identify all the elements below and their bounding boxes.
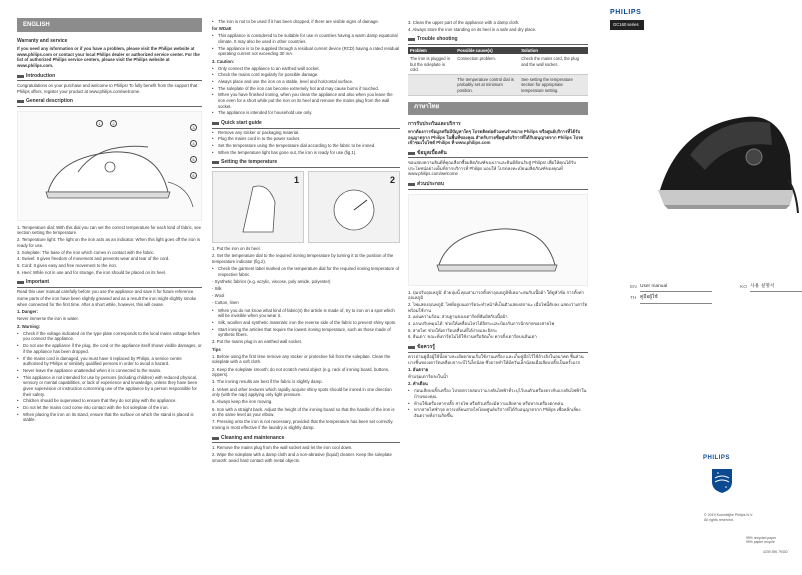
- setting-item: 2. Set the temperature dial to the required ironing temperature by turning it to the position of the temperature indicator (fig.2).: [212, 253, 394, 264]
- general-description-title: General description: [17, 98, 202, 107]
- column-1: [17, 0, 202, 424]
- desc-item: 6. Heel: While not in use and for storage, the iron should be placed on its heel.: [17, 269, 167, 275]
- danger-title: 1. Danger:: [17, 309, 39, 315]
- warning-title: 2. Warning:: [17, 323, 41, 329]
- philips-shield-icon: [711, 468, 733, 494]
- table-header: Solution: [519, 47, 588, 55]
- product-iron-image: [650, 95, 800, 225]
- wde-title: for WDaE: [212, 26, 232, 32]
- quick-start-title: Quick start guide: [212, 120, 400, 129]
- thai-desc-list: 1. ปุ่มปรับอุณหภูมิ: ด้วยปุ่มนี้ คุณสามารถตั้งค่าอุณหภูมิที่เหมาะสมกับเนื้อผ้า ให้ดูหัวข้อ การตั้งค่าอุณหภูมิ 2. ไฟแสดงอุณหภูมิ: ไฟที่อยู่บนเตารีดจะทำหน้าที่เป็นตัวแสดงสถานะ เมื่อไฟนี้ดับลง แสดงว่าเตารีดพร้อมใช้งาน 3. แผ่นความร้อน: ส่วนฐานของเตารีดที่สัมผัสกับเนื้อผ้า 4. แกนปรับหมุนได้: ช่วยให้เคลื่อนไหวได้อิสระและป้องกันการฉีกขาดของสายไฟ 5. สายไฟ: ช่วยให้เตารีดเคลื่อนที่ได้ง่ายและอิสระ 6. ส้นเตา: ขณะที่เตารีดไม่ได้ใช้งานหรือจัดเก็บ ควรตั้งเตารีดบนส้นเตา: [408, 289, 588, 340]
- column-3: [408, 18, 588, 420]
- tip-item: 3. The ironing results are best if the fabric is slightly damp.: [212, 379, 323, 385]
- thai-warning-title: 2. คำเตือน: [408, 381, 428, 387]
- copyright: © 2019 Koninklijke Philips N.V. All rights reserved.: [704, 513, 754, 522]
- thai-intro-title: ข้อมูลเบื้องต้น: [408, 150, 588, 159]
- setting-item: • Start ironing the articles that require the lowest ironing temperature, such as those made of synthetic fibers.: [212, 327, 400, 338]
- table-row: The iron is plugged in but the soleplate is cold. Connection problem. Check the mains cord, the plug and the wall socket.: [408, 54, 588, 74]
- troubleshooting-title: Trouble shooting: [408, 36, 588, 45]
- warning-item: • The iron is not to be used if it has been dropped, if there are visible signs of damage.: [212, 19, 400, 25]
- warning-item: • Do not let the mains cord come into contact with the hot soleplate of the iron.: [17, 405, 202, 411]
- troubleshooting-table: [408, 47, 588, 96]
- iron-on-heel-icon: [213, 172, 303, 242]
- step-figure-1: [212, 171, 304, 243]
- fabric-item: - Wool: [212, 293, 225, 299]
- setting-item: • Check the garment label marked on the temperature dial for the required ironing temperature of respective fabric: [212, 266, 400, 277]
- quick-start-item: • Remove any sticker or packaging material.: [212, 130, 400, 136]
- tip-item: 1. Before using the first time remove any sticker or protective foil from the soleplate. Clean the soleplate with a soft cloth.: [212, 353, 391, 365]
- thai-iron-diagram: [408, 194, 588, 286]
- important-p1: Read this user manual carefully before you use the appliance and save it for future reference.: [17, 289, 195, 295]
- warning-item: • Never leave the appliance unattended when it is connected to the mains.: [17, 368, 202, 374]
- warning-item: • If the mains cord is damaged, you must have it replaced by Philips, a service centre authorised by Philips or similarly qualified persons in order to avoid a hazard.: [17, 356, 202, 367]
- quick-start-item: • When the temperature light has gone out, the iron is ready for use (fig.1).: [212, 150, 400, 156]
- desc-item: 3. Soleplate: The base of the iron which comes in contact with the fabric.: [17, 249, 155, 255]
- general-description-list: [17, 225, 202, 275]
- cleaning-title: Cleaning and maintenance: [212, 435, 400, 444]
- caution-item: • The appliance is intended for household use only.: [212, 110, 400, 116]
- fabric-item: - Synthetic fabrics (e.g. acrylic, viscose, poly amide, polyester): [212, 278, 331, 284]
- step-number: 2: [389, 174, 395, 185]
- desc-item: 4. Swivel: It gives freedom of movement and prevents wear and tear of the cord.: [17, 256, 170, 262]
- warranty-title: Warranty and service: [17, 38, 68, 44]
- language-header-english: ENGLISH: [17, 18, 202, 32]
- cleaning-item: 1. Remove the mains plug from the wall socket and let the iron cool down.: [212, 444, 353, 450]
- step-number: 1: [293, 174, 299, 185]
- tip-item: 4. Velvet and other textures which rapidly acquire shiny spots should be ironed in one direction only (with the nap) applying only light pressure.: [212, 386, 392, 398]
- thai-danger-body: ห้ามจุ่มเตารีดลงในน้ำ: [408, 374, 449, 380]
- setting-item: • When you do not know what kind of fabric(s) the article is made of, try to iron on a spot which will be invisible when you wear it.: [212, 308, 400, 319]
- manual-row-en: EN User manual: [630, 284, 802, 292]
- setting-temp-list: [212, 246, 400, 345]
- caution-title: 3. Caution:: [212, 58, 235, 64]
- intro-body: Congratulations on your purchase and welcome to Philips! To fully benefit from the support that Philips offers, register your product at www.philips.com/welcome.: [17, 82, 198, 94]
- caution-item: • The soleplate of the iron can become extremely hot and may cause burns if touched.: [212, 86, 400, 92]
- wde-item: • This appliance is considered to be suitable for use in countries having a warm damp equatorial climate. It may also be used in other countries.: [212, 33, 400, 44]
- caution-item: • Check the mains cord regularly for possible damage.: [212, 72, 400, 78]
- thai-important-title: ข้อควรรู้: [408, 344, 588, 353]
- caution-item: • Only connect the appliance to an earthed wall socket.: [212, 66, 400, 72]
- desc-item: 2. Temperature light: The light on the iron acts as an indicator. When this light goes off the iron is ready for use.: [17, 237, 200, 248]
- setting-temp-figures: [212, 171, 400, 243]
- setting-item: • Silk, woollen and synthetic materials: iron the reverse side of the fabric to prevent shiny spots.: [212, 320, 400, 326]
- temperature-dial-icon: [309, 172, 399, 242]
- philips-logo: PHILIPS: [610, 9, 642, 16]
- thai-danger-title: 1. อันตราย: [408, 366, 429, 372]
- brand-box: [610, 8, 648, 30]
- wde-item: • The appliance is to be supplied through a residual current device (RCD) having a rated residual operating current not exceeding 30 mA.: [212, 46, 400, 57]
- model-tag: GC160 series: [610, 20, 644, 30]
- thai-warranty-body: หากต้องการข้อมูลหรือมีปัญหาใดๆ โปรดติดต่อตัวแทนจำหน่าย Philips หรือศูนย์บริการที่ได้รับอนุญาตจาก Philips ในพื้นที่ของคุณ สำหรับรายชื่อศูนย์บริการที่ได้รับอนุญาตจาก Philips โปรดเข้าชมเว็บไซต์ Philips ที่ www.philips.com: [408, 128, 584, 146]
- warning-item: • Children should be supervised to ensure that they do not play with the appliance.: [17, 398, 202, 404]
- fabric-item: - Cotton, linen: [212, 300, 239, 306]
- callout-2: 2: [110, 120, 117, 127]
- warning-item: • Do not use the appliance if the plug, the cord or the appliance itself shows visible damages, or if the appliance has been dropped.: [17, 343, 202, 354]
- recycled-paper-note: 99% recycled paper 99% papier recyclé: [746, 536, 776, 544]
- manual-languages: [630, 284, 802, 307]
- wde-list: [212, 33, 400, 57]
- quick-start-list: [212, 130, 400, 156]
- cleaning-item: 4. Always store the iron standing on its heel in a safe and dry place.: [408, 26, 537, 32]
- table-header: Possible cause(s): [455, 47, 519, 55]
- cleaning-item: 2. Wipe the soleplate with a damp cloth and a non-abrasive (liquid) cleaner. Keep the soleplate smooth: avoid hard contact with metal objects.: [212, 452, 392, 463]
- language-header-thai: ภาษาไทย: [408, 102, 588, 115]
- iron-diagram: [17, 111, 202, 221]
- tips-title: Tips: [212, 346, 221, 352]
- cover-panel: [598, 0, 798, 575]
- tip-item: 5. Always keep the iron moving.: [212, 399, 273, 405]
- setting-item: 1. Put the iron on its heel.: [212, 245, 261, 251]
- callout-1: 1: [96, 120, 103, 127]
- tip-item: 7. Pressing onto the iron is not necessary, provided that the temperature has been set correctly. Ironing is most effective if the laundry is slightly damp.: [212, 419, 394, 431]
- cleaning-item: 3. Clean the upper part of the appliance with a damp cloth.: [408, 19, 520, 25]
- setting-item: 3. Put the mains plug in an earthed wall socket.: [212, 339, 303, 345]
- fabric-item: - Silk: [212, 285, 222, 291]
- column-2: [212, 18, 400, 465]
- thai-warranty-title: การรับประกันและบริการ: [408, 120, 461, 127]
- warning-item: • When placing the iron on its stand, ensure that the surface on which the stand is placed is stable.: [17, 412, 202, 423]
- important-p2: Some parts of the iron have been slightly greased and as a result the iron might slightly smoke when connected for the first time. After a short while, however, this will cease.: [17, 296, 197, 308]
- desc-item: 1. Temperature dial: With this dial you can set the correct temperature for each kind of fabric, see section setting the temperature.: [17, 224, 202, 236]
- table-header: Problem: [408, 47, 455, 55]
- warranty-body: If you need any information or if you have a problem, please visit the Philips website at www.philips.com or contact your local Philips dealer or authorized service center. For the list of authorized Philips service centers, please visit the Philips website at www.philips.com.: [17, 46, 200, 69]
- thai-intro-body: ขอแสดงความยินดีที่คุณเลือกซื้อผลิตภัณฑ์ของเราและยินดีต้อนรับสู่ Philips! เพื่อให้คุณได้รับประโยชน์อย่างเต็มที่จากบริการที่ Philips มอบให้ โปรดลงทะเบียนผลิตภัณฑ์ของคุณที่ www.philips.com/welcome: [408, 159, 577, 177]
- warning-item: • Check if the voltage indicated on the type plate corresponds to the local mains voltage before you connect the appliance.: [17, 331, 202, 342]
- warning-item: • This appliance is not intended for use by persons (including children) with reduced physical, sensory or mental capabilities, or lack of experience and knowledge, unless they have been given supervision or instruction concerning use of the appliance by a person responsible for their safety.: [17, 375, 202, 398]
- tip-item: 6. Iron with a straight back. Adjust the height of the ironing board so that the handle of the iron is on the same level as your elbow.: [212, 406, 395, 418]
- caution-item: • When you have finished ironing, when you clean the appliance and also when you leave the iron even for a short while put the iron on its heel and remove the mains plug from the wall socket.: [212, 92, 400, 109]
- manual-row-ko: KO 사용 설명서: [740, 284, 802, 292]
- setting-temp-title: Setting the temperature: [212, 159, 400, 168]
- caution-item: • Always place and use the iron on a stable, level and horizontal surface.: [212, 79, 400, 85]
- important-title: Important: [17, 279, 202, 288]
- quick-start-item: • Set the temperature using the temperature dial according to the fabric to be ironed.: [212, 143, 400, 149]
- callout-5: 5: [190, 156, 197, 163]
- callout-4: 4: [190, 140, 197, 147]
- tip-item: 2. Keep the soleplate smooth: do not scratch metal object (e.g. rack of ironing board, buttons, zippers).: [212, 366, 390, 378]
- quick-start-item: • Plug the mains cord in to the power socket.: [212, 136, 400, 142]
- thai-desc-title: ส่วนประกอบ: [408, 181, 588, 190]
- manual-row-th: TH คู่มือผู้ใช้: [630, 295, 802, 303]
- desc-item: 5. Cord: It gives easy and free movement to the iron.: [17, 262, 118, 268]
- callout-6: 6: [190, 172, 197, 179]
- philips-logo-bottom: PHILIPS: [703, 455, 730, 461]
- step-figure-2: [308, 171, 400, 243]
- document-number: 4239 396 79330: [763, 550, 788, 554]
- warning-list: [17, 331, 202, 423]
- iron-illustration: [409, 195, 589, 287]
- thai-warning-list: • ก่อนเสียบปลั๊กเครื่อง โปรดตรวจสอบว่าแรงดันไฟฟ้าที่ระบุไว้บนตัวเครื่องตรงกับแรงดันไฟฟ้าในบ้านของคุณ • ห้ามใช้เครื่องหากปลั๊ก สายไฟ หรือตัวเครื่องมีความเสียหาย หรือหากเครื่องตกหล่น • หากสายไฟชำรุด ควรเปลี่ยนสายไฟโดยศูนย์บริการที่ได้รับอนุญาตจาก Philips เพื่อหลีกเลี่ยงอันตรายที่อาจเกิดขึ้น: [408, 388, 588, 418]
- table-row: The temperature control dial is probably set at minimum position. See setting the temperature section for appropriate temperature setting.: [408, 75, 588, 96]
- tips-list: [212, 354, 400, 431]
- caution-list: [212, 66, 400, 116]
- iron-illustration: [18, 112, 203, 222]
- danger-body: Never immerse the iron in water.: [17, 316, 79, 322]
- callout-3: 3: [190, 124, 197, 131]
- thai-important-body: ควรอ่านคู่มือผู้ใช้นี้อย่างละเอียดก่อนเริ่มใช้งานเครื่อง และเก็บคู่มือไว้ใช้อ้างอิงในอนาคต ชิ้นส่วนบางชิ้นของเตารีดเคลือบจาระบีไว้เล็กน้อย ซึ่งอาจทำให้มีควันเล็กน้อยเมื่อเสียบปลั๊กเป็นครั้งแรก: [408, 354, 584, 365]
- intro-section-title: Introduction: [17, 73, 202, 82]
